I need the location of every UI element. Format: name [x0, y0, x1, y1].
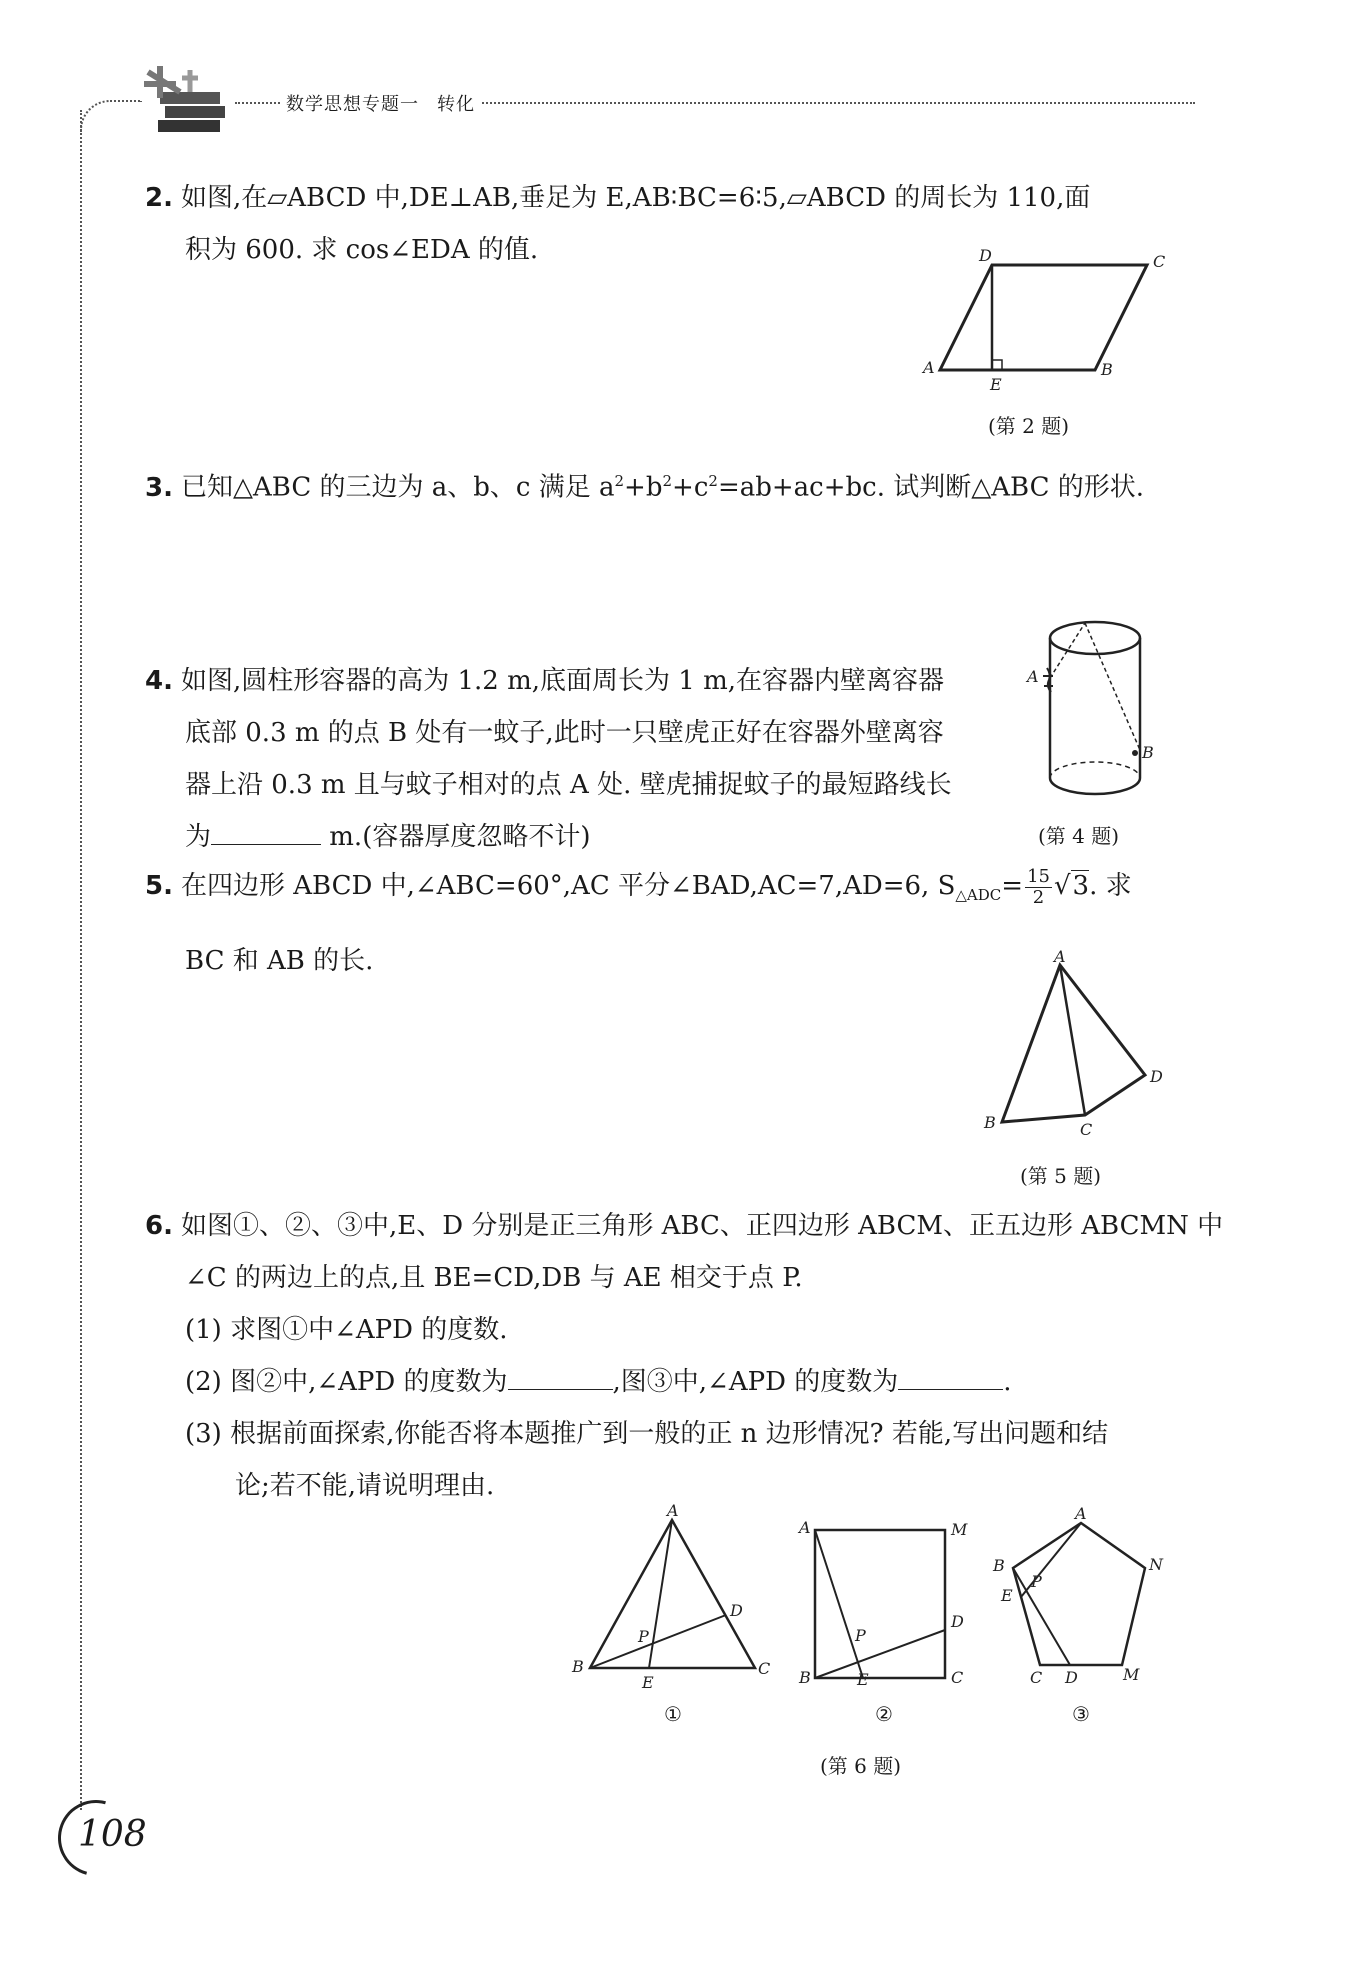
- fraction-numerator: 15: [1027, 865, 1050, 887]
- figure-caption-q4: (第 4 题): [1038, 824, 1120, 848]
- question-text-line: 如图,在▱ABCD 中,DE⊥AB,垂足为 E,AB∶BC=6∶5,▱ABCD 的周长为 110,面: [180, 183, 1091, 213]
- square-abcm: [815, 1530, 945, 1678]
- answer-blank[interactable]: [508, 1359, 613, 1390]
- q3-text-pre: 已知△ABC 的三边为 a、b、c 满足 a: [180, 472, 615, 503]
- subquestion-2-a: (2) 图②中,∠APD 的度数为: [185, 1367, 508, 1397]
- figure-caption-q6: (第 6 题): [820, 1754, 902, 1778]
- label-a: A: [799, 1518, 811, 1537]
- mosquito-icon: [1132, 750, 1138, 756]
- figure-caption-q5: (第 5 题): [1020, 1164, 1102, 1188]
- q3-text-post: =ab+ac+bc. 试判断△ABC 的形状.: [717, 472, 1145, 503]
- label-d: D: [1065, 1668, 1078, 1687]
- segment-ae: [1021, 1523, 1081, 1597]
- figure-q4-cylinder: [1025, 610, 1185, 810]
- question-3: [145, 455, 1144, 514]
- label-e: E: [857, 1670, 869, 1685]
- label-c: C: [1080, 1120, 1093, 1139]
- q3-text-mid2: +c: [672, 472, 709, 503]
- label-b: B: [799, 1668, 811, 1685]
- figure-q5-quadrilateral: [970, 950, 1180, 1140]
- fraction-denominator: 2: [1032, 886, 1045, 908]
- question-6: [145, 1200, 1223, 1512]
- label-m: M: [951, 1520, 968, 1539]
- label-p: P: [1031, 1572, 1042, 1591]
- page-number: 108: [78, 1814, 147, 1855]
- question-number: 4.: [145, 666, 173, 696]
- label-n: N: [1149, 1555, 1163, 1574]
- question-text-line: 如图①、②、③中,E、D 分别是正三角形 ABC、正四边形 ABCM、正五边形 ABCMN 中: [180, 1211, 1224, 1241]
- subquestion-2-c: .: [1003, 1367, 1012, 1397]
- figure-q6-pentagon: [985, 1505, 1175, 1690]
- label-b: B: [984, 1113, 996, 1132]
- exponent: 2: [708, 472, 718, 490]
- question-text-line: 底部 0.3 m 的点 B 处有一蚊子,此时一只壁虎正好在容器外壁离容: [185, 718, 944, 748]
- q4-line4-post: m.(容器厚度忽略不计): [321, 822, 591, 852]
- label-a: A: [923, 358, 935, 377]
- question-number: 2.: [145, 183, 173, 213]
- label-c: C: [758, 1659, 771, 1678]
- running-header: [280, 90, 481, 116]
- segment-bd: [815, 1630, 945, 1678]
- label-c: C: [1030, 1668, 1043, 1687]
- segment-bd: [590, 1615, 726, 1668]
- label-p: P: [638, 1627, 649, 1646]
- figure-caption-q2: (第 2 题): [988, 414, 1070, 438]
- question-text-line: 如图,圆柱形容器的高为 1.2 m,底面周长为 1 m,在容器内壁离容器: [180, 666, 945, 696]
- label-e: E: [990, 375, 1002, 394]
- label-d: D: [979, 246, 992, 265]
- segment-ae: [815, 1530, 863, 1678]
- figure-q6-triangle: [570, 1500, 780, 1700]
- q3-text-mid1: +b: [624, 472, 663, 503]
- label-a: A: [1054, 950, 1066, 966]
- question-4: [145, 655, 952, 863]
- label-b: B: [1142, 743, 1154, 762]
- label-e: E: [642, 1673, 654, 1692]
- subquestion-1: (1) 求图①中∠APD 的度数.: [185, 1315, 508, 1345]
- cylinder-top: [1050, 622, 1140, 654]
- cylinder-bottom-front: [1050, 778, 1140, 794]
- book-logo-icon: [140, 62, 235, 142]
- header-title: 数学思想专题一: [286, 94, 419, 115]
- header-subtitle: 转化: [437, 94, 475, 115]
- question-number: 3.: [145, 472, 173, 503]
- question-text-line: 器上沿 0.3 m 且与蚊子相对的点 A 处. 壁虎捕捉蚊子的最短路线长: [185, 770, 952, 800]
- label-d: D: [951, 1612, 964, 1631]
- area-subscript: △ADC: [955, 886, 1002, 905]
- question-number: 5.: [145, 871, 173, 901]
- gecko-icon: [1043, 668, 1053, 692]
- subquestion-3-line: 论;若不能,请说明理由.: [235, 1471, 495, 1501]
- figure-q2-parallelogram: [915, 245, 1185, 395]
- path-segment-2: [1085, 623, 1140, 750]
- triangle-abc: [590, 1520, 755, 1668]
- label-a: A: [667, 1501, 679, 1520]
- figure-label-3: ③: [1072, 1702, 1090, 1726]
- parallelogram-abcd: [940, 265, 1147, 370]
- q4-line4-pre: 为: [185, 822, 212, 852]
- question-text-line: BC 和 AB 的长.: [185, 946, 374, 977]
- label-c: C: [1153, 252, 1166, 271]
- figure-label-1: ①: [664, 1702, 682, 1726]
- subquestion-3-line: (3) 根据前面探索,你能否将本题推广到一般的正 n 边形情况? 若能,写出问题和结: [185, 1419, 1109, 1449]
- exponent: 2: [662, 472, 673, 490]
- figure-label-2: ②: [875, 1702, 893, 1726]
- label-d: D: [730, 1601, 743, 1620]
- label-a: A: [1075, 1505, 1087, 1523]
- label-d: D: [1150, 1067, 1163, 1086]
- exponent: 2: [614, 472, 625, 490]
- answer-blank[interactable]: [211, 814, 321, 845]
- label-b: B: [1101, 360, 1113, 379]
- question-text-line: ∠C 的两边上的点,且 BE=CD,DB 与 AE 相交于点 P.: [185, 1263, 803, 1293]
- label-e: E: [1001, 1586, 1013, 1605]
- label-a: A: [1027, 667, 1039, 686]
- cylinder-bottom-back: [1050, 762, 1140, 778]
- equals-sign: =: [1001, 871, 1024, 901]
- header-corner-decoration: [80, 100, 142, 132]
- figure-q6-square: [795, 1515, 975, 1685]
- label-c: C: [951, 1668, 964, 1685]
- question-text-line: 积为 600. 求 cos∠EDA 的值.: [185, 235, 539, 265]
- page-number-badge: [58, 1800, 148, 1870]
- label-m: M: [1123, 1665, 1140, 1684]
- question-number: 6.: [145, 1211, 173, 1241]
- fraction: [1025, 867, 1052, 908]
- pentagon-abcmn: [1013, 1523, 1145, 1665]
- subquestion-2-b: ,图③中,∠APD 的度数为: [612, 1367, 899, 1397]
- q5-text-pre: 在四边形 ABCD 中,∠ABC=60°,AC 平分∠BAD,AC=7,AD=6, S: [180, 871, 956, 901]
- sqrt-radicand: 3: [1072, 871, 1090, 901]
- answer-blank[interactable]: [898, 1359, 1003, 1390]
- label-p: P: [855, 1626, 866, 1645]
- sqrt-sign: √: [1053, 871, 1071, 901]
- diagonal-ac: [1060, 965, 1085, 1115]
- side-dotted-rule: [80, 110, 82, 1810]
- q5-text-post: . 求: [1089, 871, 1132, 901]
- label-b: B: [993, 1556, 1005, 1575]
- label-b: B: [572, 1657, 584, 1676]
